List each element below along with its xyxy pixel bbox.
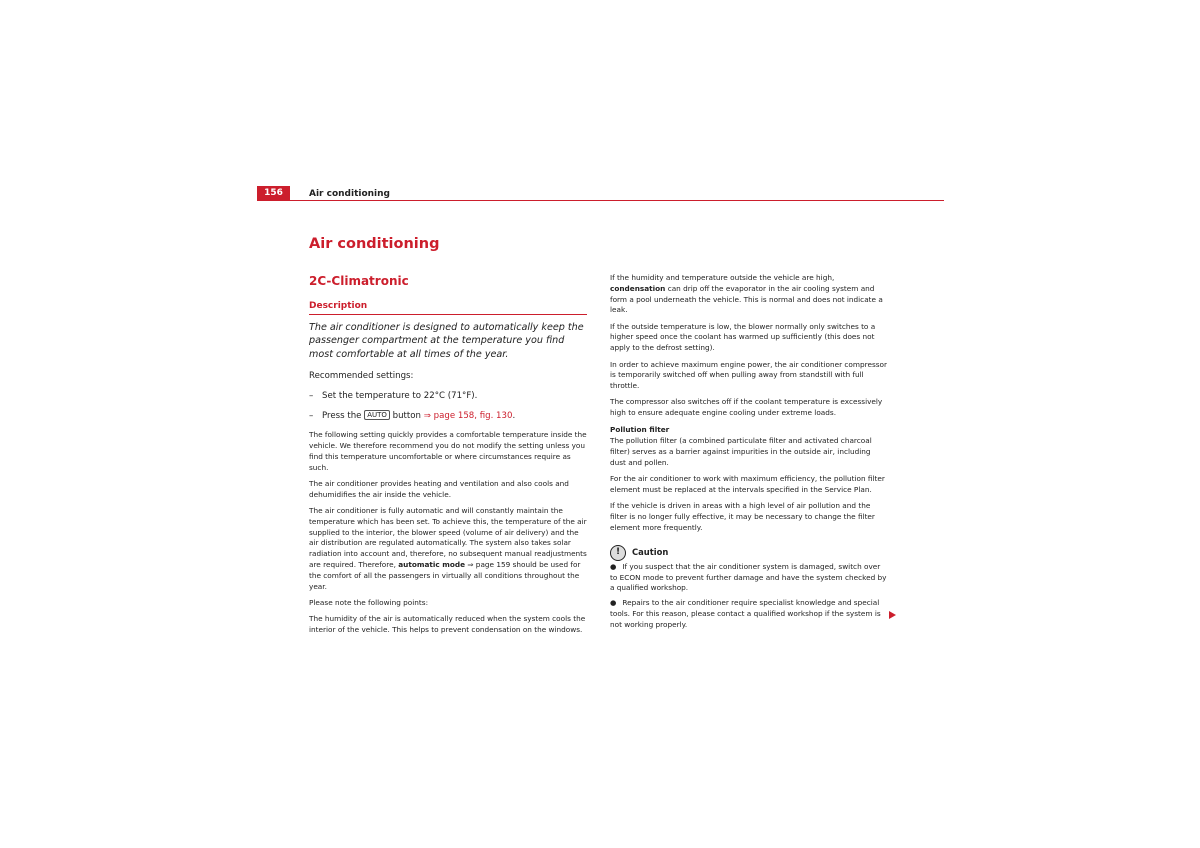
bullet-icon: ● xyxy=(610,598,617,608)
caution-bullet: ● If you suspect that the air conditioner system is damaged, switch over to ECON mode to prevent further damage and have the system checked by a qualified workshop. xyxy=(610,561,887,593)
body-paragraph: The air conditioner is fully automatic and will constantly maintain the temperature which has been set. To achieve this, the temperature of the air supplied to the interior, the blower speed (volume of air delivery) and the air distribution are regulated automatically. The system also takes solar radiation into account and, therefore, no subsequent manual readjustments are required. Therefore, automatic mode ⇒ page 159 should be used for the comfort of all the passengers in virtually all conditions throughout the year. xyxy=(309,506,587,591)
running-title: Air conditioning xyxy=(309,189,390,199)
body-paragraph: If the vehicle is driven in areas with a high level of air pollution and the filter is no longer fully effective, it may be necessary to change the filter element more frequently. xyxy=(610,501,875,532)
recommended-settings-label: Recommended settings: xyxy=(309,371,414,382)
body-paragraph: The humidity of the air is automatically reduced when the system cools the interior of the vehicle. This helps to prevent condensation on the windows. xyxy=(309,614,586,634)
list-item-text: . xyxy=(512,411,516,422)
header-rule xyxy=(257,200,944,201)
pollution-filter-heading: Pollution filter xyxy=(610,424,670,434)
caution-label: Caution xyxy=(632,547,669,558)
body-paragraph: The following setting quickly provides a comfortable temperature inside the vehicle. We therefore recommend you do not modify the setting unless you find this temperature uncomfortable or where circumstances require as such. xyxy=(309,430,587,472)
section-title: 2C-Climatronic xyxy=(309,274,409,288)
list-item-text: button xyxy=(392,411,421,422)
bullet-icon: ● xyxy=(610,561,617,571)
body-paragraph: If the outside temperature is low, the blower normally only switches to a higher speed once the coolant has warmed up sufficiently (this does not apply to the defrost setting). xyxy=(610,321,876,353)
list-item: – Set the temperature to 22°C (71°F). xyxy=(309,391,478,402)
body-paragraph: Please note the following points: xyxy=(309,597,429,607)
list-item-text: Set the temperature to 22°C (71°F). xyxy=(322,391,478,402)
chapter-title: Air conditioning xyxy=(309,236,440,252)
list-item-text: Press the xyxy=(322,411,362,422)
auto-key-label: AUTO xyxy=(364,410,390,420)
list-item: – Press the AUTO button ⇒ page 158, fig. 130. xyxy=(309,411,516,422)
caution-bullet: ● Repairs to the air conditioner require specialist knowledge and special tools. For this reason, please contact a qualified workshop if the system is not working properly. xyxy=(610,598,881,629)
bold-term: condensation xyxy=(610,283,666,293)
caution-header xyxy=(610,545,888,561)
page-header xyxy=(257,186,944,202)
body-paragraph: The pollution filter (a combined particulate filter and activated charcoal filter) serves as a barrier against impurities in the outside air, including dust and pollen. xyxy=(610,436,872,467)
next-page-arrow-icon[interactable] xyxy=(889,611,896,619)
exclamation-circle-icon: ! xyxy=(610,545,626,561)
body-paragraph: For the air conditioner to work with maximum efficiency, the pollution filter element must be replaced at the intervals specified in the Service Plan. xyxy=(610,474,885,495)
page-reference-link[interactable]: ⇒ page 158, fig. 130 xyxy=(423,411,513,422)
body-paragraph: The compressor also switches off if the coolant temperature is excessively high to ensure adequate engine cooling under extreme loads. xyxy=(610,397,883,418)
right-column xyxy=(610,273,888,635)
body-paragraph: In order to achieve maximum engine power, the air conditioner compressor is temporarily switched off when pulling away from standstill with full throttle. xyxy=(610,359,888,391)
body-paragraph: If the humidity and temperature outside the vehicle are high, condensation can drip off the evaporator in the air cooling system and form a pool underneath the vehicle. This is normal and does not indicate a leak. xyxy=(610,273,883,315)
left-column xyxy=(309,234,587,641)
page-number: 156 xyxy=(257,186,290,201)
bold-term: automatic mode xyxy=(398,559,466,569)
subsection-heading: Description xyxy=(309,300,587,315)
caution-box xyxy=(610,545,888,631)
body-paragraph: The air conditioner provides heating and ventilation and also cools and dehumidifies the air inside the vehicle. xyxy=(309,478,569,499)
intro-text: The air conditioner is designed to automatically keep the passenger compartment at the temperature you find most comfortable at all times of the year. xyxy=(309,322,584,360)
